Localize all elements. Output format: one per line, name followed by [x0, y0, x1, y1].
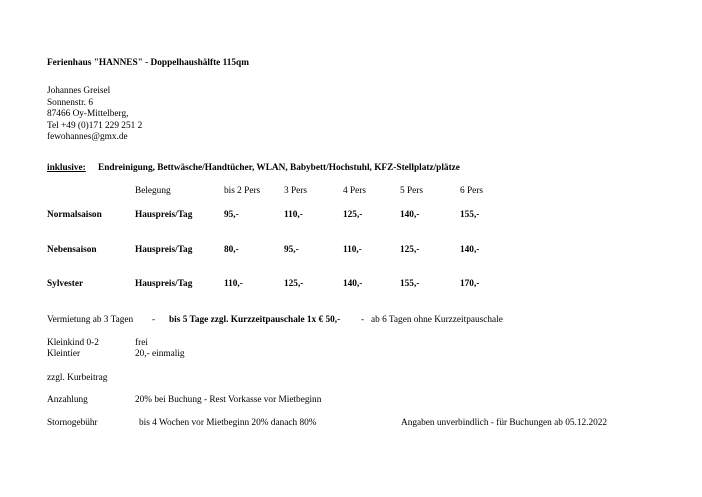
contact-email: fewohannes@gmx.de [47, 132, 128, 142]
season-label: Sylvester [47, 279, 84, 289]
price-cell: 140,- [400, 210, 420, 220]
extra-value: 20,- einmalig [135, 349, 185, 359]
unit-label: Hauspreis/Tag [135, 210, 193, 220]
price-cell: 140,- [343, 279, 363, 289]
price-cell: 125,- [400, 245, 420, 255]
unit-label: Hauspreis/Tag [135, 279, 193, 289]
contact-block [47, 86, 142, 144]
inclusive-label: inklusive: [47, 163, 86, 173]
rental-separator: - [361, 315, 365, 325]
rental-long-stay: ab 6 Tagen ohne Kurzzeitpauschale [371, 315, 503, 325]
header-4-pers: 4 Pers [343, 186, 366, 196]
unit-label: Hauspreis/Tag [135, 245, 193, 255]
storno-value: bis 4 Wochen vor Mietbeginn 20% danach 80% [139, 418, 317, 428]
rental-short-stay-fee: bis 5 Tage zzgl. Kurzzeitpauschale 1x € 50,- [169, 315, 341, 325]
header-6-pers: 6 Pers [460, 186, 483, 196]
price-cell: 80,- [224, 245, 239, 255]
price-cell: 125,- [343, 210, 363, 220]
disclaimer-note: Angaben unverbindlich - für Buchungen ab 05.12.2022 [401, 418, 608, 428]
contact-city: 87466 Oy-Mittelberg, [47, 109, 129, 119]
price-cell: 125,- [284, 279, 304, 289]
price-cell: 155,- [400, 279, 420, 289]
header-belegung: Belegung [135, 186, 171, 196]
extra-label: Kleintier [47, 349, 81, 359]
storno-label: Stornogebühr [47, 418, 98, 428]
contact-phone: Tel +49 (0)171 229 251 2 [47, 120, 143, 131]
inclusive-text: Endreinigung, Bettwäsche/Handtücher, WLAN, Babybett/Hochstuhl, KFZ-Stellplatz/plätze [98, 163, 460, 173]
header-5-pers: 5 Pers [400, 186, 423, 196]
price-cell: 140,- [460, 245, 480, 255]
season-label: Nebensaison [47, 245, 97, 255]
price-cell: 95,- [224, 210, 239, 220]
header-2-pers: bis 2 Pers [224, 186, 261, 196]
price-cell: 110,- [284, 210, 303, 220]
price-cell: 95,- [284, 245, 299, 255]
price-cell: 110,- [224, 279, 243, 289]
price-cell: 170,- [460, 279, 480, 289]
rental-min-days: Vermietung ab 3 Tagen [47, 315, 134, 325]
document-title: Ferienhaus "HANNES" - Doppelhaushälfte 115qm [47, 58, 249, 68]
extra-label: Kleinkind 0-2 [47, 338, 99, 348]
price-cell: 110,- [343, 245, 362, 255]
contact-street: Sonnenstr. 6 [47, 97, 93, 108]
price-cell: 155,- [460, 210, 480, 220]
kurbeitrag-note: zzgl. Kurbeitrag [47, 373, 108, 383]
anzahlung-label: Anzahlung [47, 395, 88, 405]
header-3-pers: 3 Pers [284, 186, 307, 196]
extra-value: frei [135, 338, 148, 348]
contact-name: Johannes Greisel [47, 86, 111, 96]
season-label: Normalsaison [47, 210, 102, 220]
anzahlung-value: 20% bei Buchung - Rest Vorkasse vor Mietbeginn [135, 395, 322, 405]
rental-separator: - [152, 315, 156, 325]
